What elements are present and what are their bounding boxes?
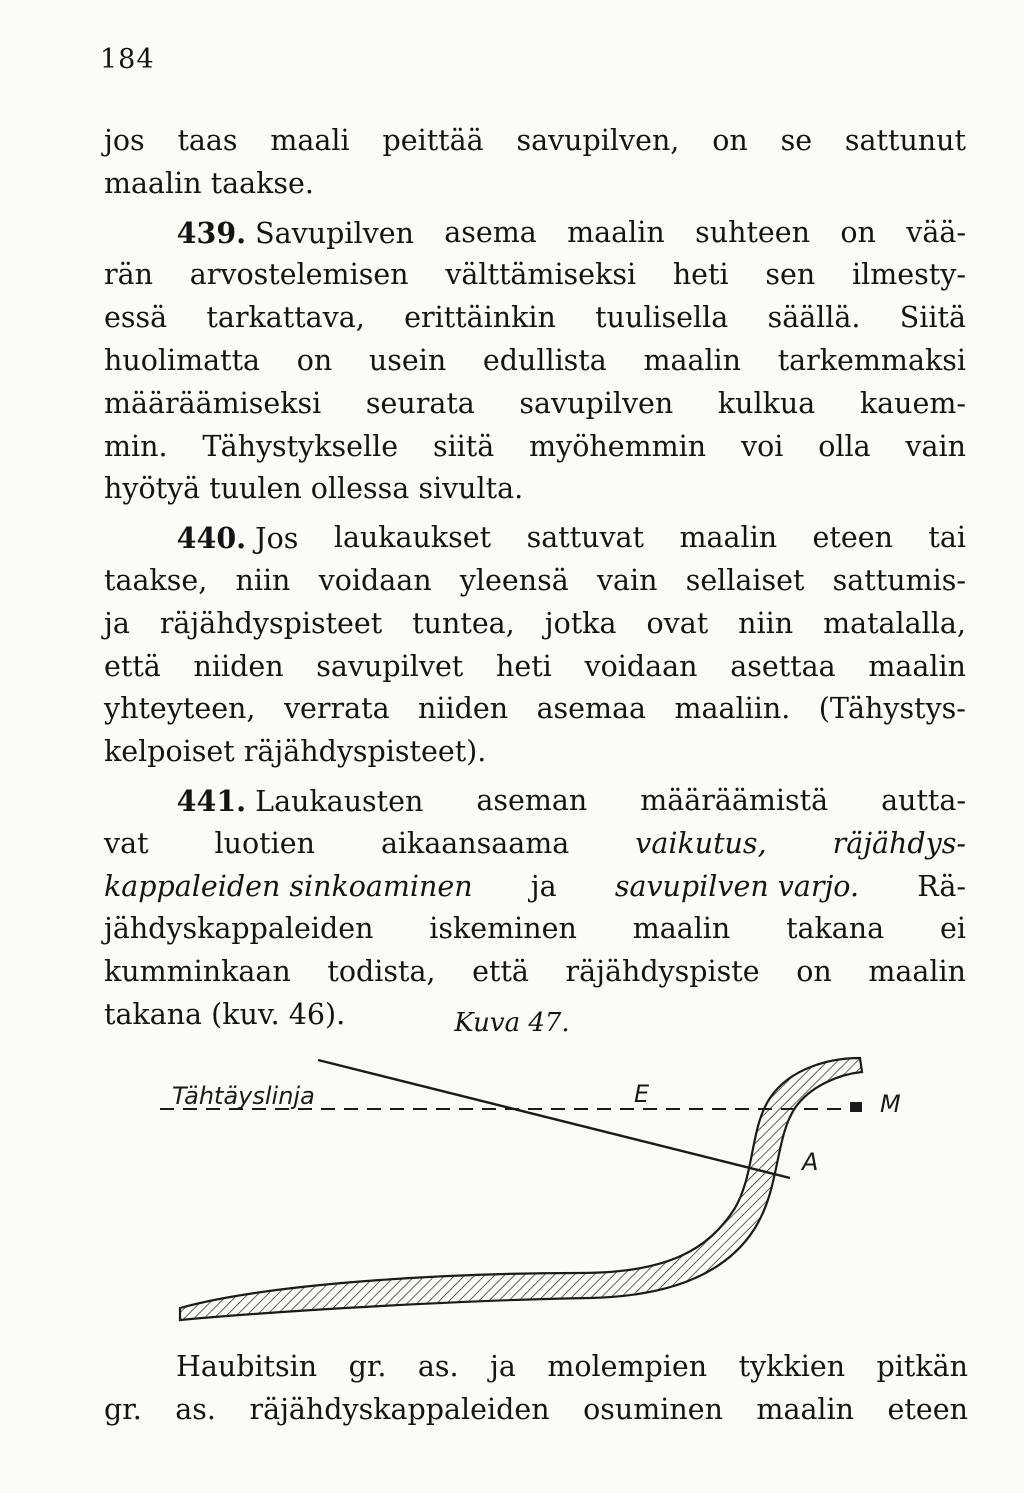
paragraph-number: 439.: [176, 215, 247, 250]
word: on: [796, 955, 832, 989]
text-line: [104, 646, 966, 689]
word: Rä-: [917, 869, 966, 903]
word: että: [104, 649, 161, 683]
text-line: [104, 163, 966, 206]
word: tuntea,: [412, 606, 515, 640]
word: min.: [104, 429, 168, 463]
word: Siitä: [899, 301, 966, 335]
word: rän: [104, 258, 153, 292]
word: erittäinkin: [404, 301, 556, 335]
word: välttämiseksi: [445, 258, 637, 292]
word: määräämistä: [640, 783, 829, 817]
label-m: M: [880, 1090, 901, 1118]
word: määräämiseksi: [104, 386, 322, 420]
word: usein: [368, 343, 447, 377]
word: tykkien: [738, 1350, 846, 1383]
word: Haubitsin: [176, 1350, 318, 1383]
word: kauem-: [859, 386, 966, 420]
paragraph-441-first-line: [104, 780, 966, 823]
word: maalin: [756, 1392, 855, 1426]
italic-word: räjähdys-: [832, 826, 966, 860]
paragraph-439-first-line: [104, 212, 966, 255]
word: tai: [928, 521, 966, 555]
line-text: hyötyä tuulen ollessa sivulta.: [104, 472, 524, 506]
word: as.: [417, 1350, 459, 1383]
word: sellaiset: [685, 563, 805, 597]
word: osuminen: [583, 1392, 723, 1426]
word: edullista: [482, 343, 607, 377]
word: asettaa: [730, 649, 836, 683]
word: on: [296, 343, 333, 377]
word: eteen: [887, 1392, 968, 1426]
word: yhteyteen,: [104, 692, 256, 726]
word: siitä: [432, 429, 495, 463]
word: todista,: [327, 955, 436, 989]
word: maalin: [632, 912, 731, 946]
word: pitkän: [876, 1350, 968, 1383]
trajectory-line: [318, 1060, 790, 1178]
word: tarkemmaksi: [777, 343, 966, 377]
word: vain: [596, 563, 658, 597]
word: jähdyskappaleiden: [104, 912, 374, 946]
word: taakse,: [104, 563, 208, 597]
word: voi: [740, 429, 784, 463]
text-line: [104, 340, 966, 383]
body-text: [104, 120, 966, 1037]
word: laukaukset: [333, 521, 492, 555]
word: tuulisella: [595, 301, 729, 335]
text-line: [104, 731, 966, 774]
text-line: [104, 468, 966, 511]
word: seurata: [365, 386, 475, 420]
word: heti: [496, 649, 552, 683]
word: se: [780, 124, 813, 157]
text-line: [104, 383, 966, 426]
word: verrata: [283, 692, 390, 726]
word: taas: [177, 124, 238, 157]
word: vat: [104, 826, 149, 860]
word: savupilven: [519, 386, 674, 420]
word: gr.: [104, 1392, 142, 1426]
word: niin: [235, 563, 291, 597]
word: (Tähystys-: [818, 692, 966, 726]
text-line: [104, 297, 966, 340]
word: sen: [765, 258, 816, 292]
word: ei: [939, 912, 966, 946]
label-a: A: [802, 1148, 819, 1176]
word: asema: [444, 215, 537, 249]
word: gr.: [348, 1350, 387, 1383]
word: maalin: [868, 955, 966, 989]
word: jotka: [544, 606, 617, 640]
figure-description: [104, 1346, 968, 1432]
word: matalalla,: [823, 606, 966, 640]
word: on: [840, 215, 876, 249]
text-line: [104, 951, 966, 994]
word: asemaa: [536, 692, 647, 726]
word: maalin: [643, 343, 742, 377]
text-line: [104, 688, 966, 731]
word: myöhemmin: [529, 429, 707, 463]
word: molempien: [547, 1350, 708, 1383]
page-number: 184: [100, 44, 155, 75]
word: ovat: [646, 606, 709, 640]
word: kulkua: [717, 386, 816, 420]
word: essä: [104, 301, 168, 335]
caption-line: [176, 1346, 968, 1389]
word: aikaansaama: [380, 826, 570, 860]
word: iskeminen: [429, 912, 577, 946]
word: räjähdyskappaleiden: [249, 1392, 550, 1426]
word: arvostelemisen: [189, 258, 409, 292]
italic-word: vaikutus,: [635, 826, 767, 860]
word: maalin: [567, 215, 665, 249]
paragraph-440-first-line: [104, 517, 966, 560]
label-e: E: [634, 1080, 650, 1108]
word: voidaan: [584, 649, 698, 683]
word: luotien: [214, 826, 315, 860]
text-line: [104, 866, 966, 909]
word: Laukausten: [255, 784, 424, 818]
word: niiden: [418, 692, 509, 726]
word: Jos: [255, 522, 299, 556]
word: as.: [175, 1392, 216, 1426]
word: olla: [818, 429, 871, 463]
word: ilmesty-: [852, 258, 966, 292]
word: on: [712, 124, 748, 157]
text-line: [104, 603, 966, 646]
word: autta-: [881, 783, 966, 817]
word: sattuvat: [526, 521, 645, 555]
word: niiden: [193, 649, 284, 683]
word: eteen: [812, 521, 893, 555]
text-line: [104, 254, 966, 297]
word: maalin: [679, 521, 778, 555]
label-line-of-sight: Tähtäyslinja: [172, 1082, 315, 1110]
word: suhteen: [695, 215, 810, 249]
word: huolimatta: [104, 343, 261, 377]
word: niin: [738, 606, 794, 640]
word: sattumis-: [832, 563, 966, 597]
word: räjähdyspisteet: [159, 606, 383, 640]
text-line: [104, 426, 966, 469]
line-text: maalin taakse.: [104, 166, 314, 200]
word: peittää: [382, 124, 484, 157]
word: voidaan: [318, 563, 432, 597]
word: räjähdyspiste: [565, 955, 760, 989]
text-line: [104, 560, 966, 603]
word: vää-: [906, 215, 966, 249]
text-line: [104, 823, 966, 866]
figure-47: [150, 1048, 930, 1328]
line-text: kelpoiset räjähdyspisteet).: [104, 735, 487, 769]
word: savupilvet: [316, 649, 464, 683]
italic-phrase: kappaleiden sinkoaminen: [104, 869, 473, 903]
word: säällä.: [767, 301, 861, 335]
word: kumminkaan: [104, 955, 291, 989]
word: maaliin.: [674, 692, 791, 726]
word: että: [472, 955, 529, 989]
target-marker: [850, 1102, 862, 1112]
text-line: [104, 908, 966, 951]
italic-phrase: savupilven varjo.: [614, 869, 860, 903]
word: aseman: [476, 783, 588, 817]
figure-title: Kuva 47.: [454, 1008, 570, 1038]
word: tarkattava,: [206, 301, 365, 335]
line-text: takana (kuv. 46).: [104, 997, 346, 1031]
word: ja: [104, 606, 130, 640]
paragraph-number: 440.: [176, 521, 247, 556]
word: heti: [672, 258, 729, 292]
word: savupilven,: [516, 124, 680, 157]
text-line: [104, 120, 966, 163]
word: ja: [490, 1350, 516, 1383]
paragraph-number: 441.: [176, 783, 247, 818]
word: maali: [270, 124, 350, 157]
word: Tähystykselle: [202, 429, 399, 463]
word: maalin: [868, 649, 966, 683]
word: Savupilven: [255, 216, 414, 250]
caption-line: [104, 1389, 968, 1432]
word: takana: [786, 912, 885, 946]
word: sattunut: [844, 124, 966, 157]
word: ja: [530, 869, 557, 903]
word: jos: [104, 124, 145, 157]
word: vain: [905, 429, 966, 463]
word: yleensä: [459, 563, 569, 597]
